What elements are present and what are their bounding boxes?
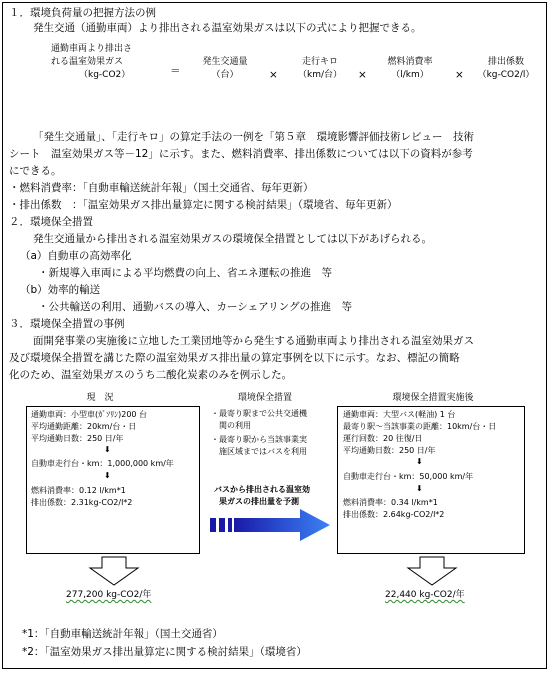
note-2: *2：「温室効果ガス排出量算定に関する検討結果」（環境省） (22, 646, 307, 658)
measure-arrow-caption-2: 果ガスの排出量を予測 (219, 497, 299, 506)
current-vehicle-km: 自動車走行台・km：1,000,000 km/年 (31, 459, 174, 468)
after-fuel-rate: 燃料消費率：0.34 l/km*1 (343, 498, 438, 507)
formula-term-distance: 走行キロ (301, 57, 338, 67)
current-fuel-rate: 燃料消費率：0.12 l/km*1 (31, 486, 126, 495)
after-down-arrow-2: ⬇ (416, 484, 423, 493)
formula-times-2: × (358, 69, 367, 81)
current-vehicles: 通勤車両：小型車(ｶﾞｿﾘﾝ)200 台 (31, 410, 148, 419)
after-result-arrow-icon (406, 556, 458, 586)
section2-b-title: （b）効率的輸送 (20, 284, 101, 296)
formula-term-traffic: 発生交通量 (202, 57, 248, 67)
column-current-title: 現 況 (86, 393, 114, 403)
formula-term-emission: 排出係数 (487, 57, 524, 67)
formula-times-1: × (269, 69, 278, 81)
current-result: 277,200 kg-CO2/年 (66, 590, 152, 600)
after-vehicle-km: 自動車走行台・km：50,000 km/年 (343, 472, 474, 481)
section3-line1: 面開発事業の実施後に立地した工業団地等から発生する通勤車両より排出される温室効果ガス (33, 335, 474, 347)
current-down-arrow-2: ⬇ (104, 471, 111, 480)
section2-a-item: ・新規導入車両による平均燃費の向上、省エネ運転の推進 等 (38, 267, 332, 279)
after-emission-factor: 排出係数：2.64kg-CO2/l*2 (343, 510, 445, 519)
column-after-title: 環境保全措置実施後 (392, 393, 474, 403)
current-down-arrow-1: ⬇ (104, 445, 111, 454)
current-days: 平均通勤日数：250 日/年 (31, 434, 124, 443)
after-trips: 運行回数：20 往復/日 (343, 434, 423, 443)
formula-term-fuel-unit: （l/km） (391, 70, 429, 80)
section3-line3: 化のため、温室効果ガスのうち二酸化炭素のみを例示した。 (9, 369, 293, 381)
formula-lhs-unit: （kg-CO2） (79, 70, 131, 80)
measure-big-arrow-icon (208, 506, 332, 544)
section3-heading: ３．環境保全措置の事例 (9, 318, 125, 330)
after-distance: 最寄り駅～当該事業の距離：10km/台・日 (343, 422, 497, 431)
current-result-arrow-icon (88, 556, 140, 586)
after-down-arrow-1: ⬇ (416, 457, 423, 466)
formula-term-emission-unit: （kg-CO2/l） (477, 70, 535, 80)
section3-line2: 及び環境保全措置を講じた際の温室効果ガス排出量の算定事例を以下に示す。なお、標記の簡略 (9, 352, 460, 364)
formula-term-fuel: 燃料消費率 (387, 57, 433, 67)
after-vehicles: 通勤車両：大型バス(軽油) 1 台 (343, 410, 456, 419)
measure-line1: ・最寄り駅まで公共交通機 (211, 409, 307, 418)
section1-body-line2: シート 温室効果ガス等－12」に示す。また、燃料消費率、排出係数については以下の資料が参考 (9, 148, 473, 160)
section1-body-line3: にできる。 (9, 165, 62, 177)
section2-a-title: （a）自動車の高効率化 (20, 250, 132, 262)
section2-heading: ２．環境保全措置 (9, 216, 93, 228)
column-measure-title: 環境保全措置 (237, 393, 292, 403)
measure-line4: 施区域まではバスを利用 (219, 447, 307, 456)
formula-term-distance-unit: （km/台） (297, 70, 342, 80)
section2-intro: 発生交通量から排出される温室効果ガスの環境保全措置としては以下があげられる。 (33, 233, 432, 245)
measure-arrow-caption-1: バスから排出される温室効 (214, 485, 310, 494)
section1-body-line1: 「発生交通量」、「走行キロ」の算定手法の一例を「第５章 環境影響評価技術レビュー 技術 (33, 131, 474, 143)
formula-term-traffic-unit: （台） (211, 70, 239, 80)
formula-lhs-line1: 通勤車両より排出さ (51, 44, 133, 54)
note-1: *1：「自動車輸送統計年報」（国土交通省） (22, 628, 223, 640)
reference-fuel: ・燃料消費率：「自動車輸送統計年報」（国土交通省、毎年更新） (9, 182, 314, 194)
section2-b-item: ・公共輸送の利用、通勤バスの導入、カーシェアリングの推進 等 (38, 301, 352, 313)
measure-line3: ・最寄り駅から当該事業実 (211, 435, 307, 444)
reference-emission: ・排出係数 ：「温室効果ガス排出量算定に関する検討結果」（環境省、毎年更新） (9, 199, 398, 211)
current-distance: 平均通勤距離：20km/台・日 (31, 422, 137, 431)
section1-heading: １．環境負荷量の把握方法の例 (9, 7, 156, 19)
formula-lhs-line2: れる温室効果ガス (51, 57, 124, 67)
current-emission-factor: 排出係数：2.31kg-CO2/l*2 (31, 498, 133, 507)
measure-line2: 関の利用 (219, 421, 251, 430)
formula-equals: ＝ (170, 65, 181, 77)
section1-intro: 発生交通（通勤車両）より排出される温室効果ガスは以下の式により把握できる。 (33, 22, 422, 34)
formula-times-3: × (455, 69, 464, 81)
after-result: 22,440 kg-CO2/年 (385, 590, 465, 600)
after-days: 平均通勤日数：250 日/年 (343, 446, 436, 455)
